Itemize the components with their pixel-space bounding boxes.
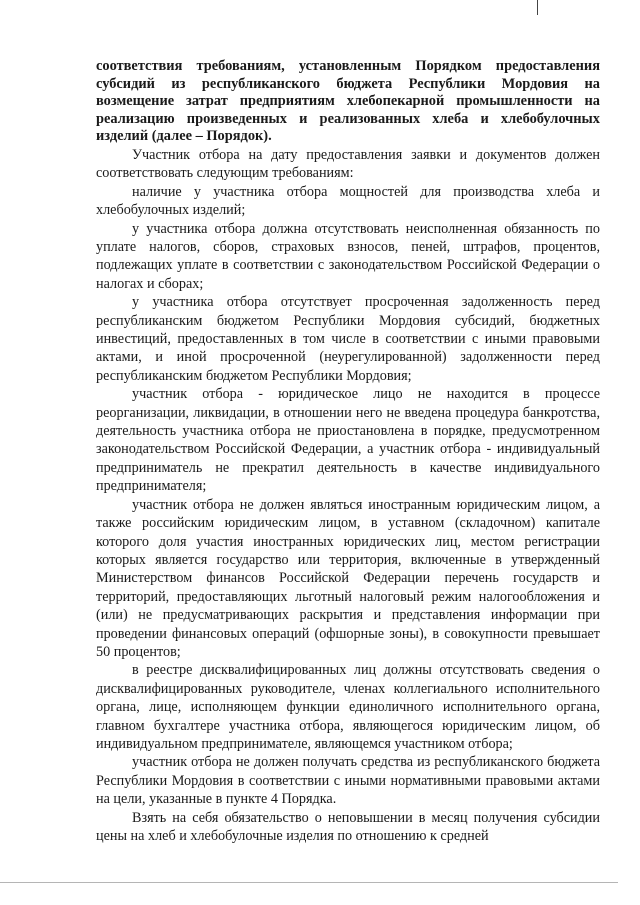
scan-edge-line: [0, 882, 618, 883]
requirement-item: участник отбора - юридическое лицо не находится в процессе реорганизации, ликвидации, в отношении него не введена процедура банкротства, деятельность участника отбора не приостановлена в порядке, предусмотренном законодательством Российской Федерации, а участник отбора - индивидуальный предприниматель не прекратил деятельность в качестве индивидуального предпринимателя;: [96, 386, 600, 495]
intro-paragraph: Участник отбора на дату предоставления заявки и документов должен соответствовать следующим требованиям:: [96, 146, 600, 182]
requirement-item: наличие у участника отбора мощностей для производства хлеба и хлебобулочных изделий;: [96, 183, 600, 219]
requirement-item: участник отбора не должен получать средства из республиканского бюджета Республики Мордовия в соответствии с иными нормативными правовыми актами на цели, указанные в пункте 4 Порядка.: [96, 754, 600, 808]
requirement-item: в реестре дисквалифицированных лиц должны отсутствовать сведения о дисквалифицированных руководителе, членах коллегиального исполнительного органа, лице, исполняющем функции единоличного исполнительного органа, главном бухгалтере участника отбора, являющегося юридическим лицом, об индивидуальном предпринимателе, являющемся участником отбора;: [96, 662, 600, 752]
document-page: [96, 58, 600, 845]
requirement-item: у участника отбора должна отсутствовать неисполненная обязанность по уплате налогов, сборов, страховых взносов, пеней, штрафов, процентов, подлежащих уплате в соответствии с законодательством Российской Федерации о налогах и сборах;: [96, 220, 600, 292]
page-edge-mark: [537, 0, 538, 15]
requirement-item: у участника отбора отсутствует просроченная задолженность перед республиканским бюджетом Республики Мордовия субсидий, бюджетных инвестиций, предоставленных в том числе в соответствии с иными правовыми актами, и иной просроченной (неурегулированной) задолженности перед республиканским бюджетом Республики Мордовия;: [96, 294, 600, 384]
requirement-item: участник отбора не должен являться иностранным юридическим лицом, а также российским юридическим лицом, в уставном (складочном) капитале которого доля участия иностранных юридических лиц, местом регистрации которых является государство или территория, включенные в утвержденный Министерством финансов Российской Федерации перечень государств и территорий, предоставляющих льготный налоговый режим налогообложения и (или) не предусматривающих раскрытия и представления информации при проведении финансовых операций (офшорные зоны), в совокупности превышает 50 процентов;: [96, 496, 600, 660]
document-heading: соответствия требованиям, установленным Порядком предоставления субсидий из республиканского бюджета Республики Мордовия на возмещение затрат предприятиям хлебопекарной промышленности на реализацию произведенных и реализованных хлеба и хлебобулочных изделий (далее – Порядок).: [96, 58, 600, 145]
closing-paragraph: Взять на себя обязательство о неповышении в месяц получения субсидии цены на хлеб и хлебобулочные изделия по отношению к средней: [96, 809, 600, 844]
